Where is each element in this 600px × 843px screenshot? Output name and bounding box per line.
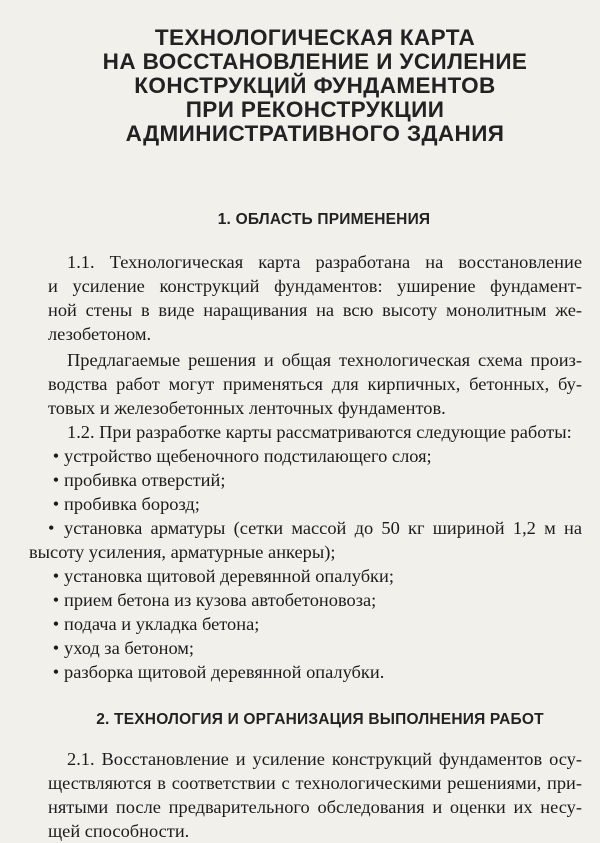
text-line: щей способности. — [48, 821, 190, 841]
text-line: нятыми после предварительного обследования и оценки их несу- — [48, 797, 582, 817]
text-line: 2.1. Восстановление и усиление конструкций фундаментов осу- — [67, 749, 582, 769]
text-line: водства работ могут применяться для кирпичных, бетонных, бу- — [48, 374, 582, 394]
list-item — [48, 636, 582, 660]
text-line: Предлагаемые решения и общая технологическая схема произ- — [67, 350, 582, 370]
paragraph-proposed-solutions — [48, 348, 582, 420]
list-item-continuation — [29, 540, 582, 564]
text-line: 1.2. При разработке карты рассматриваются следующие работы: — [67, 422, 572, 442]
title-line: КОНСТРУКЦИЙ ФУНДАМЕНТОВ — [134, 73, 496, 98]
list-item-text: устройство щебеночного подстилающего слоя; — [64, 446, 432, 466]
list-item-text: установка щитовой деревянной опалубки; — [64, 566, 394, 586]
title-line: АДМИНИСТРАТИВНОГО ЗДАНИЯ — [125, 121, 505, 146]
bullet-icon: • — [48, 518, 55, 538]
bullet-icon: • — [52, 614, 60, 634]
bullet-icon: • — [52, 590, 60, 610]
title-line: НА ВОССТАНОВЛЕНИЕ И УСИЛЕНИЕ — [102, 49, 528, 74]
title-line: ПРИ РЕКОНСТРУКЦИИ — [185, 97, 445, 122]
list-item-text: высоту усиления, арматурные анкеры); — [29, 542, 336, 562]
section-2-body — [48, 747, 582, 843]
list-item — [48, 588, 582, 612]
text-line: ной стены в виде наращивания на всю высоту монолитным же- — [48, 300, 582, 320]
list-item-text: уход за бетоном; — [64, 638, 195, 658]
list-item-text: разборка щитовой деревянной опалубки. — [64, 662, 385, 682]
bullet-icon: • — [52, 566, 60, 586]
title-line: ТЕХНОЛОГИЧЕСКАЯ КАРТА — [154, 25, 476, 50]
text-line: 1.1. Технологическая карта разработана на восстановление — [67, 252, 582, 272]
bullet-icon: • — [52, 662, 60, 682]
document-title — [48, 26, 582, 146]
section-1-body — [29, 250, 582, 684]
bullet-icon: • — [52, 446, 60, 466]
list-item — [48, 660, 582, 684]
list-item-text: пробивка борозд; — [64, 494, 200, 514]
text-line: и усиление конструкций фундаментов: уширение фундамент- — [48, 276, 582, 296]
section-1-heading: 1. ОБЛАСТЬ ПРИМЕНЕНИЯ — [217, 211, 431, 228]
list-item-text: пробивка отверстий; — [64, 470, 226, 490]
list-item — [48, 468, 582, 492]
text-line: товых и железобетонных ленточных фундаментов. — [48, 398, 446, 418]
section-2-heading: 2. ТЕХНОЛОГИЯ И ОРГАНИЗАЦИЯ ВЫПОЛНЕНИЯ РАБОТ — [96, 711, 544, 728]
list-item — [48, 516, 582, 540]
list-item — [48, 612, 582, 636]
paragraph-1-1 — [48, 250, 582, 346]
list-item — [48, 444, 582, 468]
paragraph-1-2 — [48, 420, 582, 444]
list-item-text: подача и укладка бетона; — [64, 614, 260, 634]
list-item-text: прием бетона из кузова автобетоновоза; — [64, 590, 377, 610]
list-item-text: установка арматуры (сетки массой до 50 кг шириной 1,2 м на — [64, 518, 582, 538]
works-list — [29, 444, 582, 684]
bullet-icon: • — [52, 494, 60, 514]
list-item — [48, 564, 582, 588]
text-line: лезобетоном. — [48, 324, 152, 344]
bullet-icon: • — [52, 638, 60, 658]
text-line: ществляются в соответствии с технологическими решениями, при- — [48, 773, 582, 793]
paragraph-2-1 — [48, 747, 582, 843]
bullet-icon: • — [52, 470, 60, 490]
list-item — [48, 492, 582, 516]
